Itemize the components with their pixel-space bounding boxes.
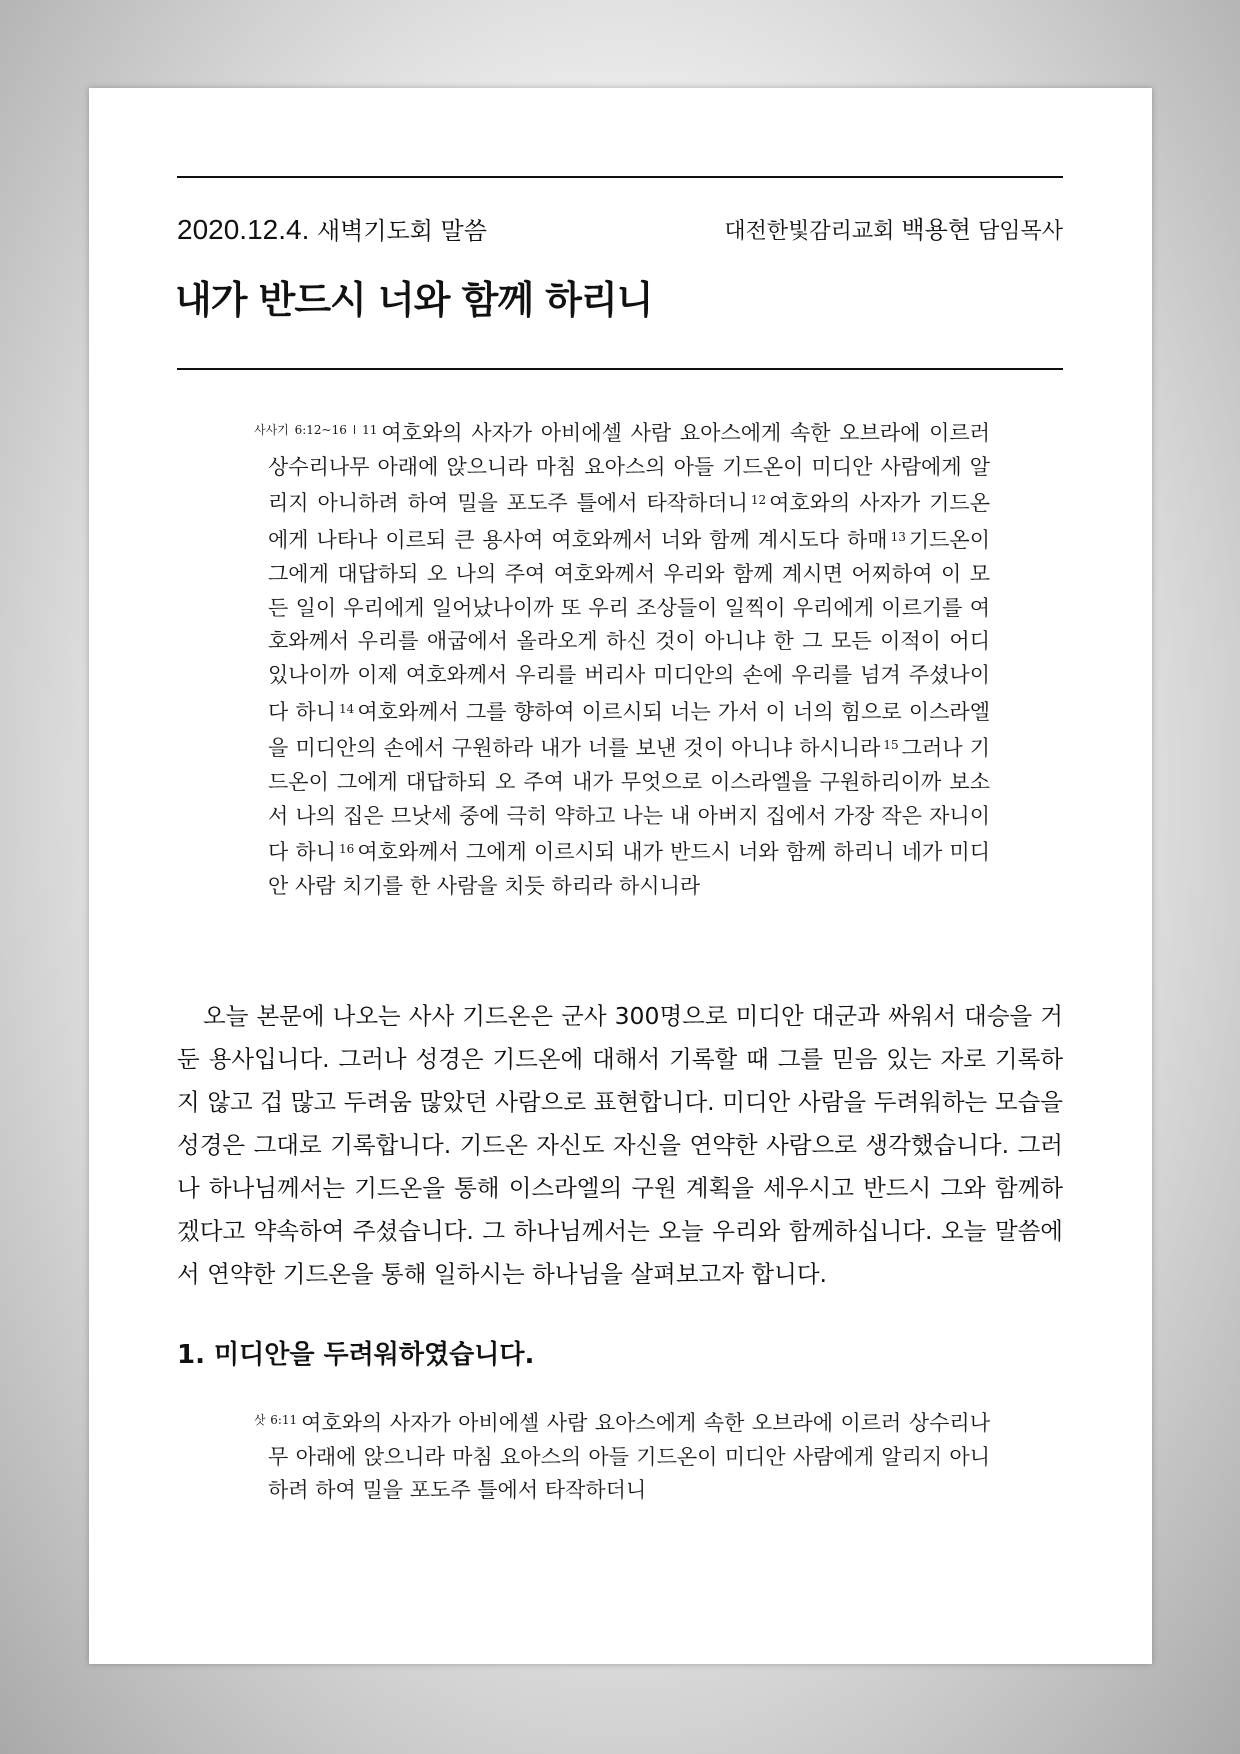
- document-page: [89, 88, 1152, 1664]
- scripture-verse-11: 여호와의 사자가 아비에셀 사람 요아스에게 속한 오브라에 이르러 상수리나무 아래에 앉으니라 마침 요아스의 아들 기드온이 미디안 사람에게 알리지 아니하려 하여 밀을 포도주 틀에서 타작하더니: [268, 421, 990, 516]
- sermon-date: 2020.12.4.: [177, 214, 310, 245]
- section-scripture-reference: 삿 6:11: [254, 1413, 298, 1427]
- verse-number: 16: [339, 842, 355, 857]
- verse-number: 14: [339, 701, 355, 716]
- verse-number: 15: [883, 738, 899, 753]
- verse-number: 13: [890, 530, 906, 545]
- scripture-verse-14: 여호와께서 그를 향하여 이르시되 너는 가서 이 너의 힘으로 이스라엘을 미디안의 손에서 구원하라 내가 너를 보낸 것이 아니냐 하시니라: [268, 699, 990, 761]
- section-1-scripture: [254, 1404, 990, 1508]
- pastor-title: 담임목사: [977, 219, 1063, 244]
- section-scripture-text: 여호와의 사자가 아비에셀 사람 요아스에게 속한 오브라에 이르러 상수리나무 아래에 앉으니라 마침 요아스의 아들 기드온이 미디안 사람에게 알리지 아니하려 하여 밀을 포도주 틀에서 타작하더니: [268, 1411, 990, 1503]
- section-heading-1: 1. 미디안을 두려워하였습니다.: [177, 1340, 535, 1370]
- preacher-line: [724, 218, 1063, 243]
- pastor-name: 백용현: [901, 216, 971, 244]
- header-bottom-rule: [177, 368, 1063, 370]
- sermon-intro-paragraph: 오늘 본문에 나오는 사사 기드온은 군사 300명으로 미디안 대군과 싸워서 대승을 거둔 용사입니다. 그러나 성경은 기드온에 대해서 기록할 때 그를 믿음 있는 자로 기록하지 않고 겁 많고 두려움 많았던 사람으로 표현합니다. 미디안 사람을 두려워하는 모습을 성경은 그대로 기록합니다. 기드온 자신도 자신을 연약한 사람으로 생각했습니다. 그러나 하나님께서는 기드온을 통해 이스라엘의 구원 계획을 세우시고 반드시 그와 함께하겠다고 약속하여 주셨습니다. 그 하나님께서는 오늘 우리와 함께하십니다. 오늘 말씀에서 연약한 기드온을 통해 일하시는 하나님을 살펴보고자 합니다.: [177, 1002, 1063, 1288]
- scripture-verse-13: 기드온이 그에게 대답하되 오 나의 주여 여호와께서 우리와 함께 계시면 어찌하여 이 모든 일이 우리에게 일어났나이까 또 우리 조상들이 일찍이 우리에게 이르기를 여호와께서 우리를 애굽에서 올라오게 하신 것이 아니냐 한 그 모든 이적이 어디 있나이까 이제 여호와께서 우리를 버리사 미디안의 손에 우리를 넘겨 주셨나이다 하니: [268, 528, 990, 724]
- sermon-date-line: [177, 216, 487, 244]
- scripture-verse-16: 여호와께서 그에게 이르시되 내가 반드시 너와 함께 하리니 네가 미디안 사람 치기를 한 사람을 치듯 하리라 하시니라: [268, 840, 990, 899]
- header-top-rule: [177, 176, 1063, 178]
- church-name: 대전한빛감리교회: [724, 219, 895, 244]
- scripture-reference: 사사기 6:12~16 ǀ 11: [254, 423, 378, 437]
- service-name: 새벽기도회 말씀: [316, 217, 487, 245]
- scripture-verse-15: 그러나 기드온이 그에게 대답하되 오 주여 내가 무엇으로 이스라엘을 구원하리이까 보소서 나의 집은 므낫세 중에 극히 약하고 나는 내 아버지 집에서 가장 작은 자니이다 하니: [268, 736, 990, 865]
- scripture-verse-12: 여호와의 사자가 기드온에게 나타나 이르되 큰 용사여 여호와께서 너와 함께 계시도다 하매: [268, 491, 990, 553]
- verse-number: 12: [750, 493, 767, 508]
- sermon-title: 내가 반드시 너와 함께 하리니: [175, 278, 653, 322]
- main-scripture-passage: [254, 414, 990, 904]
